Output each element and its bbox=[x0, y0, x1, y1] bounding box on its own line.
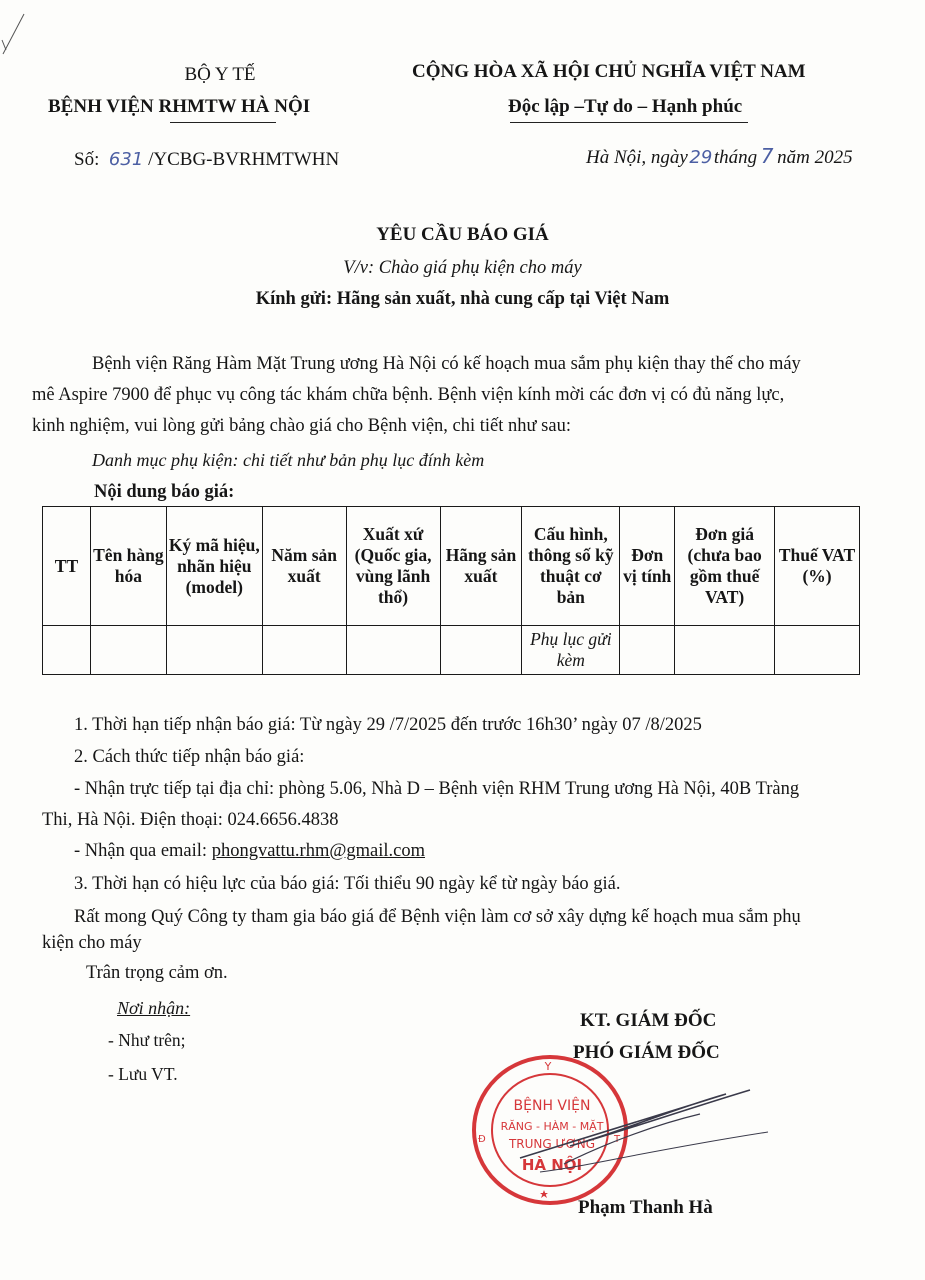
table-cell bbox=[440, 626, 522, 675]
header-unit: Đơn vị tính bbox=[620, 507, 675, 626]
motto-underline bbox=[510, 122, 748, 123]
header-year: Năm sản xuất bbox=[262, 507, 346, 626]
document-subject: V/v: Chào giá phụ kiện cho máy bbox=[343, 258, 582, 278]
header-origin: Xuất xứ (Quốc gia, vùng lãnh thổ) bbox=[346, 507, 440, 626]
thanks-line: Trân trọng cảm ơn. bbox=[86, 963, 228, 983]
catalog-note: Danh mục phụ kiện: chi tiết như bản phụ lục đính kèm bbox=[92, 450, 485, 470]
intro-line-3: kinh nghiệm, vui lòng gửi bảng chào giá cho Bệnh viện, chi tiết như sau: bbox=[32, 416, 571, 436]
stamp-line-2: RĂNG - HÀM - MẶT bbox=[500, 1120, 604, 1133]
header-unit-price: Đơn giá (chưa bao gồm thuế VAT) bbox=[675, 507, 775, 626]
content-label: Nội dung báo giá: bbox=[94, 482, 235, 502]
svg-text:Đ: Đ bbox=[478, 1134, 486, 1145]
country-name: CỘNG HÒA XÃ HỘI CHỦ NGHĨA VIỆT NAM bbox=[412, 61, 806, 82]
doc-number-handwritten: 631 bbox=[108, 149, 144, 170]
header-manufacturer: Hãng sản xuất bbox=[440, 507, 522, 626]
table-cell bbox=[262, 626, 346, 675]
table-cell bbox=[775, 626, 860, 675]
table-header-row bbox=[43, 507, 860, 626]
recipient-line: Kính gửi: Hãng sản xuất, nhà cung cấp tại Việt Nam bbox=[255, 289, 670, 309]
signature-title-2: PHÓ GIÁM ĐỐC bbox=[573, 1042, 720, 1063]
email-prefix: - Nhận qua email: bbox=[74, 841, 208, 861]
svg-text:T: T bbox=[614, 1134, 621, 1145]
corner-mark bbox=[0, 0, 40, 60]
table-cell bbox=[675, 626, 775, 675]
national-motto: Độc lập –Tự do – Hạnh phúc bbox=[508, 96, 743, 117]
recipient-item: - Như trên; bbox=[108, 1030, 186, 1050]
closing-line-2: kiện cho máy bbox=[42, 933, 142, 953]
term-validity: 3. Thời hạn có hiệu lực của báo giá: Tối thiểu 90 ngày kể từ ngày báo giá. bbox=[74, 874, 621, 894]
email-link[interactable]: phongvattu.rhm@gmail.com bbox=[211, 841, 425, 861]
stamp-line-1: BỆNH VIỆN bbox=[513, 1098, 591, 1114]
document-date bbox=[586, 144, 853, 170]
date-month-handwritten: 7 bbox=[760, 144, 774, 168]
table-cell bbox=[620, 626, 675, 675]
table-cell-specs: Phụ lục gửi kèm bbox=[522, 626, 620, 675]
document-title: YÊU CẦU BÁO GIÁ bbox=[376, 224, 549, 245]
hospital-name: BỆNH VIỆN RHMTW HÀ NỘI bbox=[48, 96, 311, 117]
recipients-label: Nơi nhận: bbox=[117, 998, 191, 1018]
table-cell bbox=[90, 626, 166, 675]
table-cell bbox=[346, 626, 440, 675]
term-email bbox=[74, 836, 425, 867]
table-row bbox=[43, 626, 860, 675]
term-deadline: 1. Thời hạn tiếp nhận báo giá: Từ ngày 29 /7/2025 đến trước 16h30’ ngày 07 /8/2025 bbox=[74, 715, 702, 735]
header-tt: TT bbox=[43, 507, 91, 626]
term-method: 2. Cách thức tiếp nhận báo giá: bbox=[74, 747, 305, 767]
intro-line-2: mê Aspire 7900 để phục vụ công tác khám chữa bệnh. Bệnh viện kính mời các đơn vị có đủ năng lực, bbox=[32, 385, 785, 405]
header-specs: Cấu hình, thông số kỹ thuật cơ bản bbox=[522, 507, 620, 626]
term-direct-line-1: - Nhận trực tiếp tại địa chỉ: phòng 5.06, Nhà D – Bệnh viện RHM Trung ương Hà Nội, 40B Tràng bbox=[74, 779, 800, 799]
header-model: Ký mã hiệu, nhãn hiệu (model) bbox=[166, 507, 262, 626]
date-month-label: tháng bbox=[713, 147, 758, 168]
handwritten-signature bbox=[500, 1080, 780, 1190]
table-cell bbox=[166, 626, 262, 675]
signer-name: Phạm Thanh Hà bbox=[578, 1197, 713, 1218]
date-day-handwritten: 29 bbox=[689, 147, 713, 168]
term-direct-line-2: Thi, Hà Nội. Điện thoại: 024.6656.4838 bbox=[42, 810, 339, 830]
stamp-line-4: HÀ NỘI bbox=[521, 1156, 583, 1174]
ministry-name: BỘ Y TẾ bbox=[184, 64, 256, 85]
document-number bbox=[74, 148, 339, 172]
signature-title-1: KT. GIÁM ĐỐC bbox=[580, 1010, 717, 1031]
date-prefix: Hà Nội, ngày bbox=[586, 147, 688, 168]
svg-text:Y: Y bbox=[544, 1060, 552, 1073]
doc-number-suffix: /YCBG-BVRHMTWHN bbox=[148, 149, 340, 170]
recipient-item: - Lưu VT. bbox=[108, 1064, 178, 1084]
stamp-line-3: TRUNG ƯƠNG bbox=[508, 1137, 596, 1151]
doc-number-prefix: Số: bbox=[74, 149, 100, 170]
header-vat: Thuế VAT (%) bbox=[775, 507, 860, 626]
header-product-name: Tên hàng hóa bbox=[90, 507, 166, 626]
intro-line-1: Bệnh viện Răng Hàm Mặt Trung ương Hà Nội có kế hoạch mua sắm phụ kiện thay thế cho máy bbox=[92, 354, 801, 374]
hospital-underline bbox=[170, 122, 276, 123]
date-year: năm 2025 bbox=[777, 147, 853, 168]
quote-table bbox=[42, 506, 860, 675]
closing-line-1: Rất mong Quý Công ty tham gia báo giá để Bệnh viện làm cơ sở xây dựng kế hoạch mua sắm phụ bbox=[74, 907, 801, 927]
table-cell bbox=[43, 626, 91, 675]
